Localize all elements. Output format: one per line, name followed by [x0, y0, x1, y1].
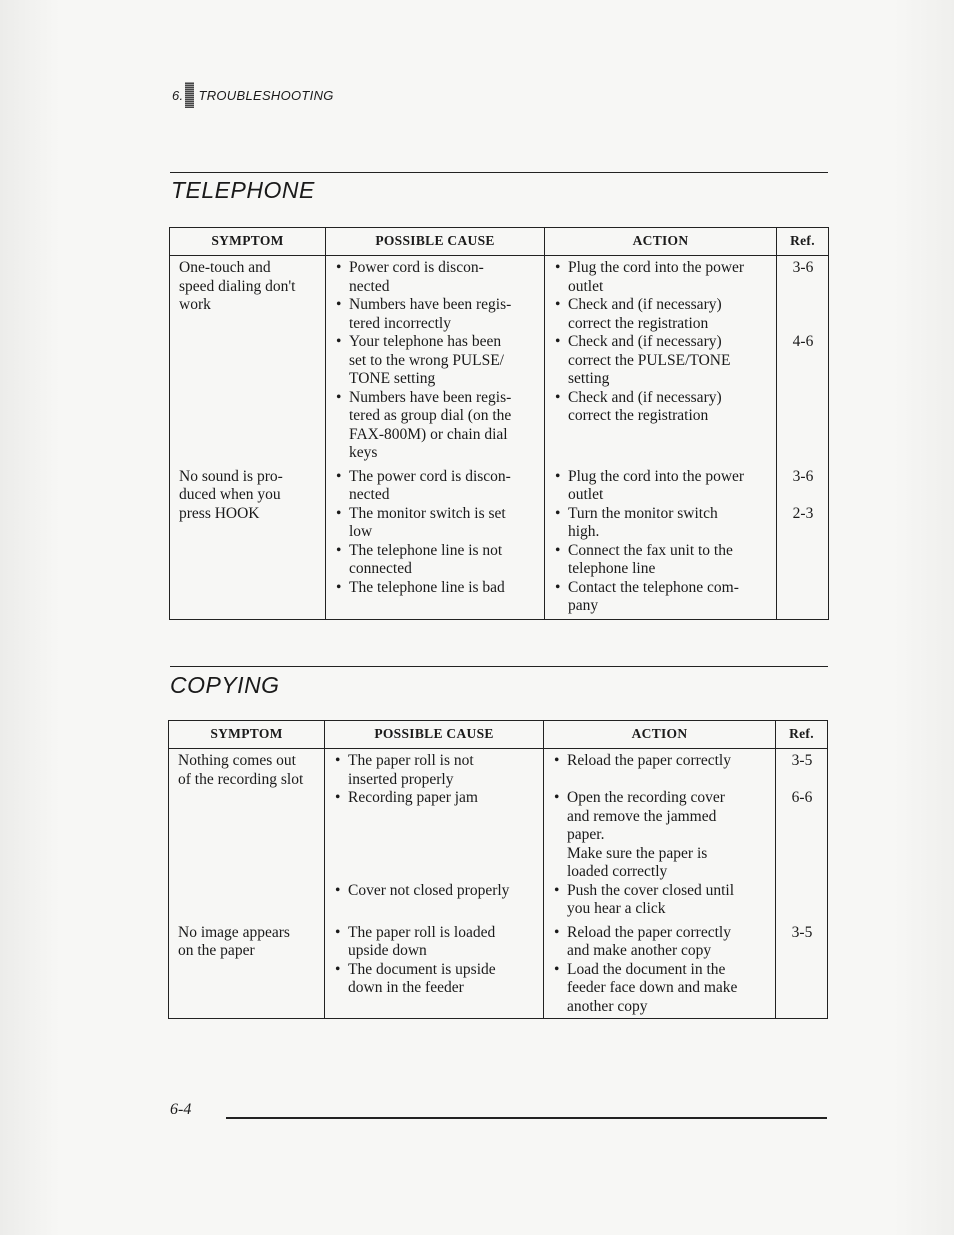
cause-item: • Numbers have been regis- tered as group dial (on the FAX-800M) or chain dial keys: [335, 389, 536, 463]
cause-item: • Power cord is discon- nected: [335, 259, 536, 296]
action-item: • Open the recording cover and remove the jammed paper. Make sure the paper is loaded correctly: [553, 789, 767, 882]
ref-cell: 3-5 6-6: [776, 749, 828, 921]
ref-cell: 3-6 4-6: [777, 256, 829, 465]
page-number: 6-4: [170, 1101, 192, 1118]
chapter-number: 6.: [172, 87, 184, 103]
ref-cell: 3-5: [776, 921, 828, 1019]
cause-item: • The document is upside down in the feeder: [334, 961, 535, 998]
action-item: • Plug the cord into the power outlet: [554, 259, 768, 296]
cause-item: • The paper roll is loaded upside down: [334, 924, 535, 961]
section-rule-copying: [170, 666, 828, 667]
cause-item: • Numbers have been regis- tered incorrectly: [335, 296, 536, 333]
section-rule-telephone: [170, 172, 828, 173]
action-cell: [544, 749, 776, 921]
section-title-copying: COPYING: [170, 672, 280, 698]
action-item: • Check and (if necessary) correct the registration: [554, 389, 768, 426]
symptom-cell: One-touch and speed dialing don't work: [170, 256, 326, 465]
col-header-ref: Ref.: [777, 228, 829, 256]
action-cell: [545, 465, 777, 620]
col-header-symptom: SYMPTOM: [169, 721, 325, 749]
action-item: • Connect the fax unit to the telephone line: [554, 542, 768, 579]
action-item: • Contact the telephone com- pany: [554, 579, 768, 616]
cause-item: • The power cord is discon- nected: [335, 468, 536, 505]
col-header-action: ACTION: [545, 228, 777, 256]
col-header-ref: Ref.: [776, 721, 828, 749]
section-title-telephone: TELEPHONE: [171, 177, 315, 203]
ref-cell: 3-6 2-3: [777, 465, 829, 620]
cause-item: • The telephone line is bad: [335, 579, 536, 598]
table-row: [170, 256, 829, 465]
telephone-table: [169, 227, 829, 620]
col-header-action: ACTION: [544, 721, 776, 749]
cause-cell: [326, 256, 545, 465]
action-item: • Turn the monitor switch high.: [554, 505, 768, 542]
cause-item: • Cover not closed properly: [334, 882, 535, 901]
col-header-cause: POSSIBLE CAUSE: [326, 228, 545, 256]
cause-cell: [326, 465, 545, 620]
cause-item: • The telephone line is not connected: [335, 542, 536, 579]
action-item: • Plug the cord into the power outlet: [554, 468, 768, 505]
cause-item: • Your telephone has been set to the wrong PULSE/ TONE setting: [335, 333, 536, 389]
symptom-cell: No image appears on the paper: [169, 921, 325, 1019]
action-item: • Push the cover closed until you hear a click: [553, 882, 767, 919]
cause-cell: [325, 749, 544, 921]
col-header-cause: POSSIBLE CAUSE: [325, 721, 544, 749]
cause-item: • Recording paper jam: [334, 789, 535, 808]
action-cell: [545, 256, 777, 465]
table-header-row: [170, 228, 829, 256]
action-item: • Check and (if necessary) correct the registration: [554, 296, 768, 333]
chapter-title: TROUBLESHOOTING: [198, 87, 334, 103]
action-item: • Check and (if necessary) correct the PULSE/TONE setting: [554, 333, 768, 389]
running-header: [172, 82, 334, 108]
chapter-tab-mark: [185, 82, 194, 108]
action-cell: [544, 921, 776, 1019]
copying-table: [168, 720, 828, 1019]
action-item: • Reload the paper correctly: [553, 752, 767, 771]
symptom-cell: No sound is pro- duced when you press HOOK: [170, 465, 326, 620]
table-row: [169, 749, 828, 921]
action-item: • Reload the paper correctly and make another copy: [553, 924, 767, 961]
cause-item: • The monitor switch is set low: [335, 505, 536, 542]
cause-item: • The paper roll is not inserted properly: [334, 752, 535, 789]
footer-rule: [226, 1117, 827, 1119]
cause-cell: [325, 921, 544, 1019]
table-header-row: [169, 721, 828, 749]
action-item: • Load the document in the feeder face down and make another copy: [553, 961, 767, 1017]
col-header-symptom: SYMPTOM: [170, 228, 326, 256]
table-row: [169, 921, 828, 1019]
symptom-cell: Nothing comes out of the recording slot: [169, 749, 325, 921]
table-row: [170, 465, 829, 620]
